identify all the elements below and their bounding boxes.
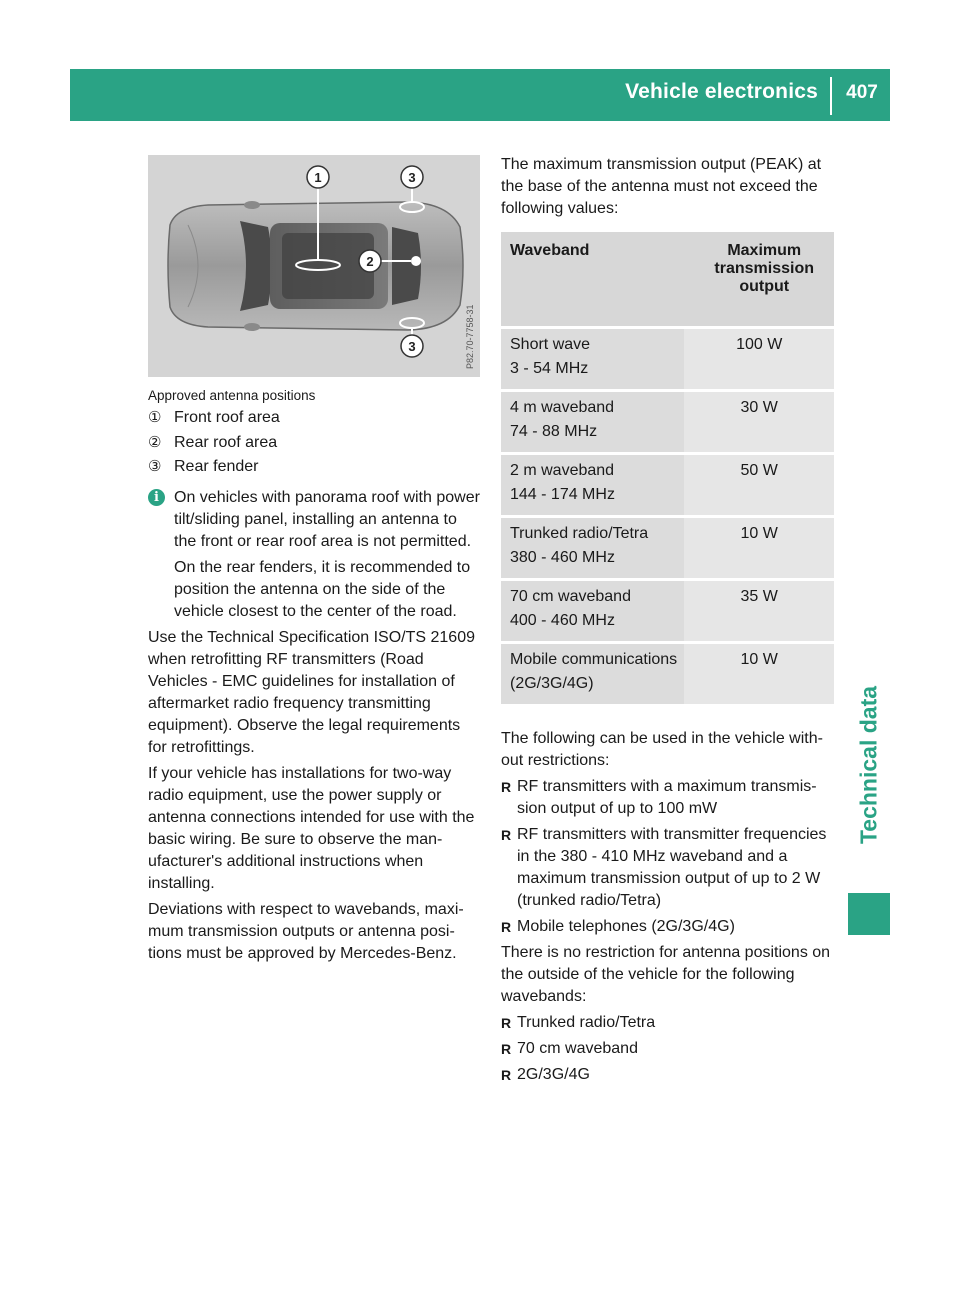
- page-header: [70, 69, 890, 121]
- legend-item: ① Front roof area: [148, 409, 280, 426]
- info-paragraph: On vehicles with panorama roof with power tilt/sliding panel, installing an antenna to the front or rear roof area is not permitted.: [174, 488, 480, 550]
- list-item: R Trunked radio/Tetra: [501, 1012, 834, 1034]
- callout-3-bottom: [401, 335, 423, 357]
- table-row: 4 m waveband 74 - 88 MHz 30 W: [501, 392, 834, 452]
- table-row: 2 m waveband 144 - 174 MHz 50 W: [501, 455, 834, 515]
- table-row: Short wave 3 - 54 MHz 100 W: [501, 329, 834, 389]
- legend-item: ② Rear roof area: [148, 433, 278, 451]
- list-item: R 70 cm waveband: [501, 1038, 834, 1060]
- chapter-tab: [848, 640, 890, 890]
- svg-text:2: 2: [366, 254, 374, 269]
- table-row: Trunked radio/Tetra 380 - 460 MHz 10 W: [501, 518, 834, 578]
- chapter-tab-label: Technical data: [855, 685, 882, 845]
- transmission-output-table: [501, 232, 834, 704]
- body-paragraph: Use the Technical Specification ISO/TS 21609 when retrofitting RF transmitters (Road Vehicles - EMC guidelines for installation of aftermarket radio frequency transmitting equipment). Observe the legal requirements for retrofittings.: [148, 628, 475, 756]
- svg-text:1: 1: [314, 170, 322, 185]
- svg-text:3: 3: [408, 170, 416, 185]
- figure-code: P82.70-7758-31: [465, 304, 475, 369]
- table-header-row: [501, 232, 834, 326]
- callout-1: [307, 166, 329, 188]
- column-header-output: Maximum transmission output: [684, 232, 834, 326]
- antenna-figure: [148, 155, 480, 377]
- callout-3-top: [401, 166, 423, 188]
- no-restriction-list: [501, 1012, 834, 1086]
- intro-paragraph: The maximum transmission output (PEAK) at the base of the antenna must not exceed the following values:: [501, 156, 822, 217]
- body-paragraph: Deviations with respect to wavebands, maximum transmission outputs or antenna positions must be approved by Mercedes-Benz.: [148, 900, 464, 962]
- figure-caption: Approved antenna positions: [148, 388, 316, 403]
- column-header-waveband: Waveband: [501, 232, 684, 326]
- page-number: 407: [846, 82, 878, 103]
- no-restriction-intro: There is no restriction for antenna positions on the outside of the vehicle for the following wavebands:: [501, 944, 831, 1005]
- table-row: 70 cm waveband 400 - 460 MHz 35 W: [501, 581, 834, 641]
- info-icon: i: [148, 489, 165, 506]
- info-paragraph: On the rear fenders, it is recommended to position the antenna on the side of the vehicle closest to the center of the road.: [174, 558, 471, 620]
- left-column: [148, 155, 480, 965]
- legend-list: [148, 406, 480, 480]
- right-column: [501, 154, 834, 1086]
- body-paragraph: If your vehicle has installations for two-way radio equipment, use the power supply or antenna connections intended for use with the basic wiring. Be sure to observe the manufacturer's additional instructions when installing.: [148, 764, 475, 892]
- unrestricted-intro: The following can be used in the vehicle without restrictions:: [501, 730, 823, 769]
- car-top-view-illustration: [148, 155, 480, 377]
- legend-item: ③ Rear fender: [148, 458, 259, 475]
- list-item: R RF transmitters with a maximum transmission output of up to 100 mW: [501, 776, 834, 820]
- table-row: Mobile communications (2G/3G/4G) 10 W: [501, 644, 834, 704]
- list-item: R RF transmitters with transmitter frequencies in the 380 - 410 MHz waveband and a maximum transmission output of up to 2 W (trunked radio/Tetra): [501, 824, 834, 912]
- svg-text:3: 3: [408, 339, 416, 354]
- list-item: R Mobile telephones (2G/3G/4G): [501, 916, 834, 938]
- list-item: R 2G/3G/4G: [501, 1064, 834, 1086]
- unrestricted-list: [501, 776, 834, 938]
- header-divider: [830, 77, 832, 115]
- info-note: [148, 487, 480, 623]
- callout-2: [359, 250, 381, 272]
- section-title: Vehicle electronics: [625, 80, 818, 103]
- chapter-marker: [848, 893, 890, 935]
